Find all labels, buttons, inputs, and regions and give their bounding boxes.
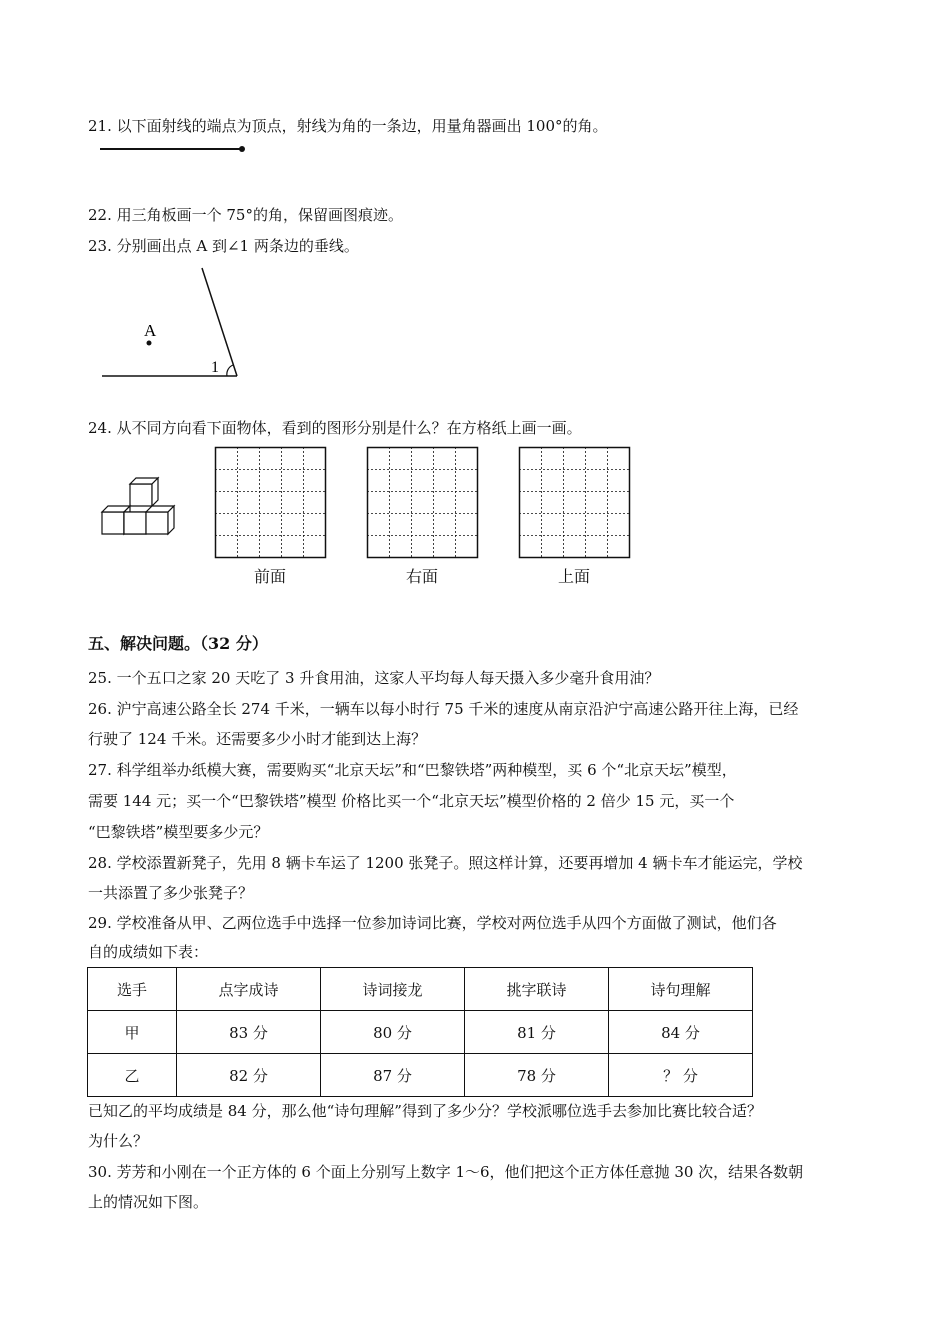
grid-right <box>367 447 479 559</box>
angle-1-label: 1 <box>211 359 219 376</box>
table-cell: 83 分 <box>177 1011 321 1054</box>
table-cell: 78 分 <box>465 1054 609 1097</box>
question-24: 24. 从不同方向看下面物体，看到的图形分别是什么？在方格纸上画一画。 <box>88 419 582 437</box>
table-cell: 82 分 <box>177 1054 321 1097</box>
question-27-line3: “巴黎铁塔”模型要多少元？ <box>88 823 269 841</box>
cube-stack-figure <box>98 474 188 544</box>
question-21: 21. 以下面射线的端点为顶点，射线为角的一条边，用量角器画出 100°的角。 <box>88 117 608 135</box>
table-header: 诗词接龙 <box>321 968 465 1011</box>
question-23: 23. 分别画出点 A 到∠1 两条边的垂线。 <box>88 237 359 255</box>
table-header: 诗句理解 <box>609 968 753 1011</box>
table-cell: 甲 <box>88 1011 177 1054</box>
question-27-line1: 27. 科学组举办纸模大赛，需要购买“北京天坛”和“巴黎铁塔”两种模型，买 6 个“北京天坛”模型， <box>88 761 737 779</box>
question-25: 25. 一个五口之家 20 天吃了 3 升食用油，这家人平均每人每天摄入多少毫升食用油？ <box>88 669 660 687</box>
table-cell: 81 分 <box>465 1011 609 1054</box>
table-header: 挑字联诗 <box>465 968 609 1011</box>
question-28-line1: 28. 学校添置新凳子，先用 8 辆卡车运了 1200 张凳子。照这样计算，还要再增加 4 辆卡车才能运完，学校 <box>88 854 803 872</box>
question-29-after1: 已知乙的平均成绩是 84 分，那么他“诗句理解”得到了多少分？学校派哪位选手去参加比赛比较合适？ <box>88 1102 762 1120</box>
question-29-line2: 自的成绩如下表： <box>88 943 209 961</box>
angle-figure <box>100 265 260 385</box>
table-row <box>88 1011 753 1054</box>
question-29-after2: 为什么？ <box>88 1132 149 1150</box>
table-cell: 乙 <box>88 1054 177 1097</box>
question-26-line2: 行驶了 124 千米。还需要多少小时才能到达上海？ <box>88 730 427 748</box>
question-22: 22. 用三角板画一个 75°的角，保留画图痕迹。 <box>88 206 403 224</box>
question-26-line1: 26. 沪宁高速公路全长 274 千米，一辆车以每小时行 75 千米的速度从南京沿沪宁高速公路开往上海，已经 <box>88 700 799 718</box>
table-cell: 87 分 <box>321 1054 465 1097</box>
table-header-row <box>88 968 753 1011</box>
section-5-title: 五、解决问题。（32 分） <box>88 634 268 653</box>
grid-top <box>519 447 631 559</box>
question-29-line1: 29. 学校准备从甲、乙两位选手中选择一位参加诗词比赛，学校对两位选手从四个方面做了测试，他们各 <box>88 914 777 932</box>
point-a <box>147 341 152 346</box>
table-cell: 80 分 <box>321 1011 465 1054</box>
table-row <box>88 1054 753 1097</box>
table-header: 点字成诗 <box>177 968 321 1011</box>
question-28-line2: 一共添置了多少张凳子？ <box>88 884 254 902</box>
grid-label-front: 前面 <box>253 567 286 586</box>
ray-figure <box>100 144 260 154</box>
question-30-line2: 上的情况如下图。 <box>88 1193 209 1211</box>
point-a-label: A <box>144 321 157 340</box>
question-30-line1: 30. 芳芳和小刚在一个正方体的 6 个面上分别写上数字 1～6，他们把这个正方体任意抛 30 次，结果各数朝 <box>88 1163 804 1181</box>
grid-front <box>215 447 327 559</box>
question-27-line2: 需要 144 元；买一个“巴黎铁塔”模型 价格比买一个“北京天坛”模型价格的 2 倍少 15 元，买一个 <box>88 792 735 810</box>
table-cell: ？ 分 <box>609 1054 753 1097</box>
table-header: 选手 <box>88 968 177 1011</box>
score-table <box>87 967 753 1097</box>
grid-label-right: 右面 <box>405 567 438 586</box>
table-cell: 84 分 <box>609 1011 753 1054</box>
grid-label-top: 上面 <box>557 567 590 586</box>
